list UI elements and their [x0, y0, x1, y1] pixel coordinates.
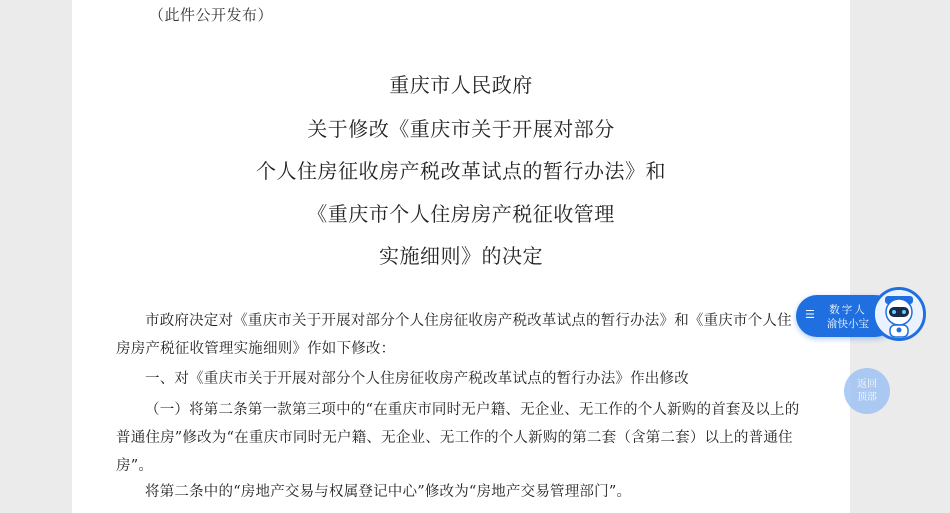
- publication-notice: （此件公开发布）: [149, 6, 274, 24]
- title-line-4: 《重庆市个人住房房产税征收管理: [307, 202, 615, 226]
- paragraph-3: [116, 396, 804, 480]
- title-line-5: 实施细则》的决定: [379, 244, 543, 268]
- paragraph-4-text: 将第二条中的“房地产交易与权属登记中心”修改为“房地产交易管理部门”。: [145, 484, 632, 500]
- paragraph-4: [116, 478, 804, 506]
- back-to-top-line-2: 顶部: [857, 392, 877, 403]
- assistant-label-line-1: 数字人: [829, 304, 867, 316]
- title-line-2: 关于修改《重庆市关于开展对部分: [307, 117, 615, 141]
- menu-icon: ☰: [805, 308, 815, 321]
- paragraph-2: [116, 365, 804, 393]
- back-to-top-button[interactable]: [844, 368, 890, 414]
- robot-avatar-icon[interactable]: [872, 287, 926, 341]
- paragraph-1-text: 市政府决定对《重庆市关于开展对部分个人住房征收房产税改革试点的暂行办法》和《重庆市个人住房房产税征收管理实施细则》作如下修改：: [116, 313, 792, 357]
- paragraph-2-text: 一、对《重庆市关于开展对部分个人住房征收房产税改革试点的暂行办法》作出修改: [145, 371, 689, 387]
- paragraph-3-text: （一）将第二条第一款第三项中的“在重庆市同时无户籍、无企业、无工作的个人新购的首套及以上的普通住房”修改为“在重庆市同时无户籍、无企业、无工作的个人新购的第二套（含第二套）以上的普通住房”。: [116, 402, 800, 474]
- paragraph-1: [116, 307, 804, 363]
- assistant-label-line-2: 渝快小宝: [827, 318, 869, 330]
- back-to-top-line-1: 返回: [857, 379, 877, 390]
- title-line-3: 个人住房征收房产税改革试点的暂行办法》和: [256, 159, 666, 183]
- document-page: [72, 0, 850, 513]
- title-line-1: 重庆市人民政府: [389, 73, 533, 97]
- digital-assistant-widget[interactable]: [796, 293, 926, 341]
